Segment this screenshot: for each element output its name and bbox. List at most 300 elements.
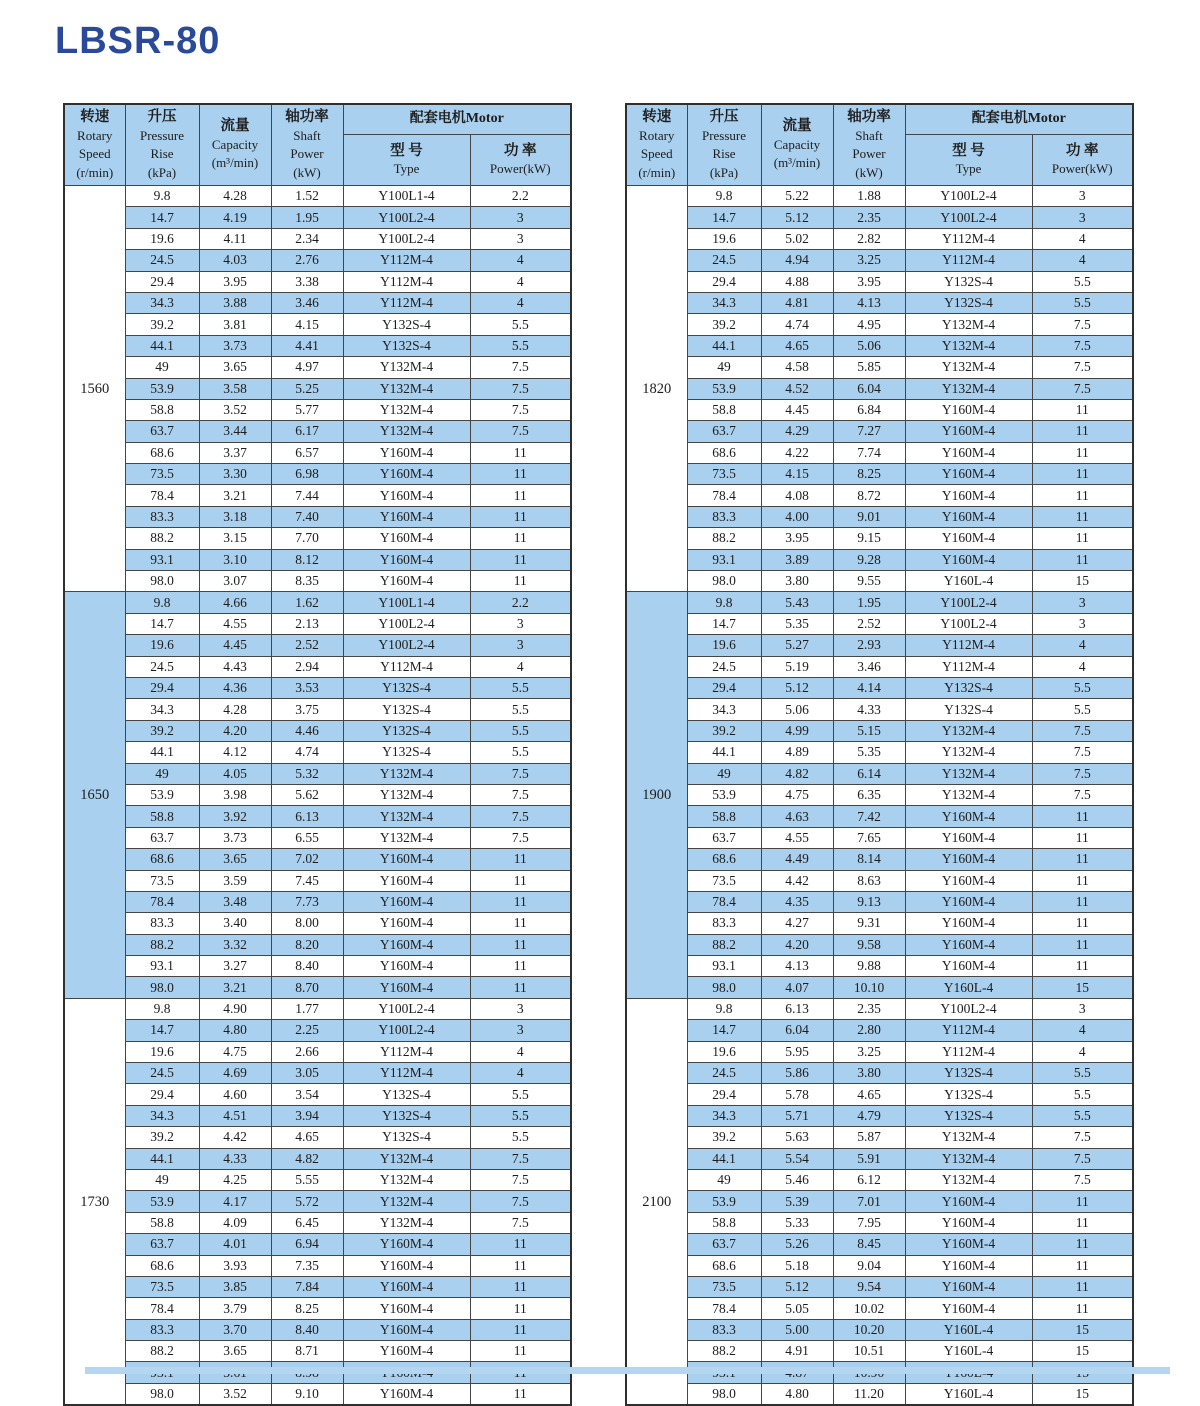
motor-type-cell: Y132M-4: [343, 1148, 470, 1169]
capacity-cell: 4.88: [761, 271, 833, 292]
capacity-cell: 3.18: [199, 506, 271, 527]
table-row: [64, 806, 571, 827]
capacity-cell: 5.12: [761, 207, 833, 228]
motor-power-cell: 11: [1032, 1298, 1133, 1319]
capacity-cell: 4.90: [199, 998, 271, 1019]
table-row: [64, 228, 571, 249]
capacity-cell: 3.15: [199, 528, 271, 549]
motor-type-cell: Y100L2-4: [343, 635, 470, 656]
capacity-cell: 4.35: [761, 891, 833, 912]
motor-type-cell: Y160L-4: [905, 977, 1032, 998]
motor-type-cell: Y132S-4: [905, 677, 1032, 698]
motor-power-cell: 5.5: [470, 742, 571, 763]
motor-type-cell: Y112M-4: [343, 1063, 470, 1084]
motor-type-cell: Y132S-4: [343, 314, 470, 335]
capacity-cell: 5.78: [761, 1084, 833, 1105]
shaft-power-cell: 2.25: [271, 1020, 343, 1041]
pressure-rise-cell: 63.7: [687, 421, 761, 442]
shaft-power-cell: 7.27: [833, 421, 905, 442]
rotary-speed-cell: 1900: [626, 592, 687, 998]
motor-type-cell: Y160M-4: [905, 549, 1032, 570]
shaft-power-cell: 4.97: [271, 357, 343, 378]
shaft-power-cell: 5.72: [271, 1191, 343, 1212]
pressure-rise-cell: 78.4: [125, 891, 199, 912]
motor-power-cell: 4: [1032, 635, 1133, 656]
pressure-rise-cell: 88.2: [687, 528, 761, 549]
capacity-cell: 5.86: [761, 1063, 833, 1084]
table-row: [626, 656, 1133, 677]
motor-type-cell: Y100L2-4: [343, 1020, 470, 1041]
table-row: [626, 635, 1133, 656]
pressure-rise-cell: 49: [125, 763, 199, 784]
pressure-rise-cell: 78.4: [125, 1298, 199, 1319]
pressure-rise-cell: 98.0: [125, 571, 199, 592]
table-row: [626, 870, 1133, 891]
motor-power-cell: 11: [470, 956, 571, 977]
pressure-rise-cell: 49: [687, 763, 761, 784]
pressure-rise-cell: 34.3: [125, 699, 199, 720]
pressure-rise-cell: 29.4: [687, 677, 761, 698]
capacity-cell: 3.65: [199, 357, 271, 378]
motor-power-cell: 11: [470, 849, 571, 870]
capacity-cell: 4.07: [761, 977, 833, 998]
table-row: [626, 549, 1133, 570]
table-row: [64, 891, 571, 912]
pressure-rise-cell: 68.6: [125, 442, 199, 463]
pressure-rise-cell: 24.5: [687, 656, 761, 677]
col-header-shaft-power: 轴功率 Shaft Power (kW): [271, 104, 343, 186]
capacity-cell: 3.81: [199, 314, 271, 335]
table-row: [64, 1255, 571, 1276]
capacity-cell: 4.49: [761, 849, 833, 870]
capacity-cell: 4.45: [761, 399, 833, 420]
shaft-power-cell: 3.38: [271, 271, 343, 292]
capacity-cell: 3.30: [199, 464, 271, 485]
shaft-power-cell: 8.45: [833, 1234, 905, 1255]
capacity-cell: 3.07: [199, 571, 271, 592]
motor-type-cell: Y132M-4: [905, 314, 1032, 335]
motor-type-cell: Y160M-4: [905, 399, 1032, 420]
shaft-power-cell: 2.35: [833, 998, 905, 1019]
motor-type-cell: Y132M-4: [905, 1148, 1032, 1169]
table-row: [626, 1063, 1133, 1084]
pressure-rise-cell: 68.6: [125, 1255, 199, 1276]
capacity-cell: 4.28: [199, 186, 271, 207]
shaft-power-cell: 7.70: [271, 528, 343, 549]
motor-type-cell: Y160M-4: [905, 1276, 1032, 1297]
pressure-rise-cell: 63.7: [687, 827, 761, 848]
table-row: [626, 613, 1133, 634]
capacity-cell: 5.43: [761, 592, 833, 613]
shaft-power-cell: 8.25: [271, 1298, 343, 1319]
motor-type-cell: Y160M-4: [905, 1212, 1032, 1233]
motor-type-cell: Y132S-4: [905, 292, 1032, 313]
motor-power-cell: 3: [470, 613, 571, 634]
shaft-power-cell: 6.04: [833, 378, 905, 399]
capacity-cell: 4.65: [761, 335, 833, 356]
shaft-power-cell: 7.01: [833, 1191, 905, 1212]
pressure-rise-cell: 9.8: [125, 592, 199, 613]
capacity-cell: 3.65: [199, 1341, 271, 1362]
col-header-capacity: 流量 Capacity (m³/min): [761, 104, 833, 186]
motor-power-cell: 4: [470, 271, 571, 292]
capacity-cell: 4.42: [761, 870, 833, 891]
motor-power-cell: 11: [470, 1298, 571, 1319]
capacity-cell: 5.33: [761, 1212, 833, 1233]
motor-type-cell: Y160M-4: [905, 827, 1032, 848]
capacity-cell: 4.91: [761, 1341, 833, 1362]
table-row: [64, 399, 571, 420]
table-row: [626, 1127, 1133, 1148]
capacity-cell: 4.55: [761, 827, 833, 848]
capacity-cell: 3.48: [199, 891, 271, 912]
motor-power-cell: 3: [1032, 186, 1133, 207]
motor-type-cell: Y112M-4: [905, 1041, 1032, 1062]
motor-type-cell: Y132M-4: [343, 399, 470, 420]
shaft-power-cell: 2.82: [833, 228, 905, 249]
col-header-pressure-rise: 升压 Pressure Rise (kPa): [687, 104, 761, 186]
motor-type-cell: Y112M-4: [343, 656, 470, 677]
shaft-power-cell: 8.25: [833, 464, 905, 485]
table-row: [626, 1298, 1133, 1319]
capacity-cell: 4.25: [199, 1169, 271, 1190]
shaft-power-cell: 3.54: [271, 1084, 343, 1105]
motor-type-cell: Y132S-4: [343, 1084, 470, 1105]
motor-power-cell: 7.5: [470, 357, 571, 378]
shaft-power-cell: 5.35: [833, 742, 905, 763]
shaft-power-cell: 3.05: [271, 1063, 343, 1084]
shaft-power-cell: 10.02: [833, 1298, 905, 1319]
pressure-rise-cell: 53.9: [687, 378, 761, 399]
table-row: [64, 250, 571, 271]
capacity-cell: 4.00: [761, 506, 833, 527]
table-row: [626, 250, 1133, 271]
shaft-power-cell: 9.13: [833, 891, 905, 912]
motor-power-cell: 5.5: [1032, 677, 1133, 698]
motor-power-cell: 4: [470, 1041, 571, 1062]
col-header-motor-power: 功 率 Power(kW): [1032, 135, 1133, 186]
motor-power-cell: 4: [1032, 1020, 1133, 1041]
motor-type-cell: Y100L2-4: [343, 998, 470, 1019]
shaft-power-cell: 4.65: [833, 1084, 905, 1105]
motor-type-cell: Y132M-4: [343, 806, 470, 827]
shaft-power-cell: 8.00: [271, 913, 343, 934]
shaft-power-cell: 2.94: [271, 656, 343, 677]
pressure-rise-cell: 44.1: [125, 335, 199, 356]
capacity-cell: 3.85: [199, 1276, 271, 1297]
pressure-rise-cell: 78.4: [125, 485, 199, 506]
shaft-power-cell: 8.35: [271, 571, 343, 592]
pressure-rise-cell: 19.6: [687, 228, 761, 249]
shaft-power-cell: 2.76: [271, 250, 343, 271]
shaft-power-cell: 6.17: [271, 421, 343, 442]
capacity-cell: 5.63: [761, 1127, 833, 1148]
shaft-power-cell: 6.84: [833, 399, 905, 420]
shaft-power-cell: 3.46: [833, 656, 905, 677]
col-header-motor-power: 功 率 Power(kW): [470, 135, 571, 186]
pressure-rise-cell: 83.3: [125, 913, 199, 934]
table-row: [64, 827, 571, 848]
motor-power-cell: 11: [470, 506, 571, 527]
motor-power-cell: 4: [470, 1063, 571, 1084]
table-row: [64, 720, 571, 741]
shaft-power-cell: 4.74: [271, 742, 343, 763]
table-row: [626, 357, 1133, 378]
table-row: [64, 956, 571, 977]
motor-power-cell: 11: [470, 1276, 571, 1297]
motor-type-cell: Y160M-4: [905, 442, 1032, 463]
pressure-rise-cell: 63.7: [125, 827, 199, 848]
table-row: [64, 1041, 571, 1062]
motor-power-cell: 11: [1032, 464, 1133, 485]
capacity-cell: 4.81: [761, 292, 833, 313]
capacity-cell: 3.79: [199, 1298, 271, 1319]
shaft-power-cell: 5.06: [833, 335, 905, 356]
motor-type-cell: Y132M-4: [343, 1191, 470, 1212]
pressure-rise-cell: 58.8: [687, 1212, 761, 1233]
pressure-rise-cell: 19.6: [687, 1041, 761, 1062]
motor-power-cell: 3: [1032, 998, 1133, 1019]
table-body: [64, 186, 571, 1406]
capacity-cell: 4.03: [199, 250, 271, 271]
motor-power-cell: 7.5: [470, 1191, 571, 1212]
motor-type-cell: Y160M-4: [905, 934, 1032, 955]
shaft-power-cell: 8.71: [271, 1341, 343, 1362]
motor-power-cell: 5.5: [1032, 271, 1133, 292]
capacity-cell: 4.63: [761, 806, 833, 827]
pressure-rise-cell: 73.5: [687, 870, 761, 891]
motor-type-cell: Y100L2-4: [343, 613, 470, 634]
motor-power-cell: 11: [1032, 549, 1133, 570]
capacity-cell: 5.46: [761, 1169, 833, 1190]
motor-power-cell: 7.5: [470, 1212, 571, 1233]
pressure-rise-cell: 73.5: [687, 1276, 761, 1297]
table-row: [626, 763, 1133, 784]
motor-type-cell: Y112M-4: [905, 250, 1032, 271]
motor-power-cell: 4: [1032, 228, 1133, 249]
shaft-power-cell: 7.44: [271, 485, 343, 506]
motor-type-cell: Y100L2-4: [905, 592, 1032, 613]
capacity-cell: 3.73: [199, 335, 271, 356]
motor-type-cell: Y100L2-4: [905, 207, 1032, 228]
pressure-rise-cell: 68.6: [125, 849, 199, 870]
shaft-power-cell: 4.82: [271, 1148, 343, 1169]
motor-power-cell: 3: [470, 635, 571, 656]
table-row: [626, 784, 1133, 805]
capacity-cell: 5.06: [761, 699, 833, 720]
table-row: [626, 977, 1133, 998]
shaft-power-cell: 4.79: [833, 1105, 905, 1126]
motor-type-cell: Y132M-4: [343, 357, 470, 378]
motor-power-cell: 11: [1032, 891, 1133, 912]
capacity-cell: 4.20: [761, 934, 833, 955]
capacity-cell: 3.59: [199, 870, 271, 891]
shaft-power-cell: 2.66: [271, 1041, 343, 1062]
table-row: [626, 827, 1133, 848]
pressure-rise-cell: 53.9: [125, 378, 199, 399]
motor-power-cell: 11: [1032, 506, 1133, 527]
capacity-cell: 5.18: [761, 1255, 833, 1276]
motor-power-cell: 7.5: [1032, 784, 1133, 805]
motor-type-cell: Y160M-4: [343, 506, 470, 527]
shaft-power-cell: 5.62: [271, 784, 343, 805]
motor-type-cell: Y160M-4: [905, 421, 1032, 442]
motor-power-cell: 5.5: [470, 335, 571, 356]
table-row: [626, 528, 1133, 549]
pressure-rise-cell: 83.3: [687, 913, 761, 934]
pressure-rise-cell: 44.1: [687, 1148, 761, 1169]
capacity-cell: 5.12: [761, 677, 833, 698]
capacity-cell: 3.44: [199, 421, 271, 442]
capacity-cell: 3.70: [199, 1319, 271, 1340]
table-row: [64, 849, 571, 870]
rotary-speed-cell: 1820: [626, 186, 687, 592]
motor-type-cell: Y160L-4: [905, 1341, 1032, 1362]
motor-type-cell: Y160M-4: [343, 528, 470, 549]
pressure-rise-cell: 14.7: [687, 1020, 761, 1041]
motor-type-cell: Y112M-4: [905, 635, 1032, 656]
capacity-cell: 4.19: [199, 207, 271, 228]
motor-type-cell: Y132M-4: [905, 378, 1032, 399]
capacity-cell: 4.28: [199, 699, 271, 720]
motor-power-cell: 11: [470, 1234, 571, 1255]
pressure-rise-cell: 88.2: [125, 934, 199, 955]
motor-power-cell: 4: [1032, 656, 1133, 677]
table-row: [64, 1127, 571, 1148]
motor-power-cell: 5.5: [1032, 1105, 1133, 1126]
capacity-cell: 4.80: [761, 1383, 833, 1405]
capacity-cell: 4.12: [199, 742, 271, 763]
shaft-power-cell: 4.14: [833, 677, 905, 698]
capacity-cell: 5.00: [761, 1319, 833, 1340]
capacity-cell: 4.11: [199, 228, 271, 249]
table-header: [64, 104, 571, 186]
col-header-rotary-speed: 转速 Rotary Speed (r/min): [626, 104, 687, 186]
motor-power-cell: 5.5: [470, 677, 571, 698]
motor-power-cell: 5.5: [1032, 292, 1133, 313]
pressure-rise-cell: 73.5: [687, 464, 761, 485]
pressure-rise-cell: 63.7: [125, 1234, 199, 1255]
motor-type-cell: Y132M-4: [905, 357, 1032, 378]
capacity-cell: 4.42: [199, 1127, 271, 1148]
motor-power-cell: 4: [470, 656, 571, 677]
capacity-cell: 6.04: [761, 1020, 833, 1041]
motor-power-cell: 7.5: [470, 806, 571, 827]
col-header-motor-type: 型 号 Type: [905, 135, 1032, 186]
motor-power-cell: 4: [1032, 250, 1133, 271]
shaft-power-cell: 7.45: [271, 870, 343, 891]
pressure-rise-cell: 83.3: [687, 1319, 761, 1340]
pressure-rise-cell: 19.6: [125, 228, 199, 249]
motor-power-cell: 7.5: [470, 827, 571, 848]
table-row: [64, 613, 571, 634]
motor-type-cell: Y132S-4: [905, 1084, 1032, 1105]
shaft-power-cell: 10.51: [833, 1341, 905, 1362]
pressure-rise-cell: 83.3: [687, 506, 761, 527]
motor-type-cell: Y132M-4: [905, 1169, 1032, 1190]
pressure-rise-cell: 53.9: [125, 1191, 199, 1212]
table-row: [64, 1063, 571, 1084]
table-row: [64, 998, 571, 1019]
table-row: [64, 784, 571, 805]
pressure-rise-cell: 73.5: [125, 464, 199, 485]
shaft-power-cell: 6.13: [271, 806, 343, 827]
table-row: [64, 378, 571, 399]
motor-power-cell: 7.5: [1032, 720, 1133, 741]
motor-power-cell: 11: [470, 1383, 571, 1405]
pressure-rise-cell: 83.3: [125, 506, 199, 527]
motor-power-cell: 5.5: [1032, 699, 1133, 720]
pressure-rise-cell: 29.4: [125, 677, 199, 698]
capacity-cell: 3.73: [199, 827, 271, 848]
motor-type-cell: Y100L2-4: [905, 998, 1032, 1019]
rotary-speed-cell: 2100: [626, 998, 687, 1405]
col-header-motor-type: 型 号 Type: [343, 135, 470, 186]
shaft-power-cell: 6.45: [271, 1212, 343, 1233]
motor-power-cell: 5.5: [470, 1127, 571, 1148]
capacity-cell: 3.58: [199, 378, 271, 399]
motor-power-cell: 11: [1032, 1234, 1133, 1255]
motor-power-cell: 11: [1032, 421, 1133, 442]
pressure-rise-cell: 44.1: [687, 335, 761, 356]
col-header-capacity: 流量 Capacity (m³/min): [199, 104, 271, 186]
motor-type-cell: Y132S-4: [905, 1063, 1032, 1084]
motor-power-cell: 2.2: [470, 186, 571, 207]
table-row: [626, 891, 1133, 912]
shaft-power-cell: 9.10: [271, 1383, 343, 1405]
motor-power-cell: 11: [470, 934, 571, 955]
pressure-rise-cell: 73.5: [125, 1276, 199, 1297]
capacity-cell: 5.05: [761, 1298, 833, 1319]
table-row: [64, 485, 571, 506]
spec-tables-container: [63, 103, 1134, 1406]
table-row: [64, 1084, 571, 1105]
shaft-power-cell: 3.53: [271, 677, 343, 698]
rotary-speed-cell: 1560: [64, 186, 125, 592]
motor-power-cell: 11: [470, 442, 571, 463]
shaft-power-cell: 4.41: [271, 335, 343, 356]
page-title: LBSR-80: [55, 20, 221, 62]
motor-power-cell: 11: [470, 870, 571, 891]
motor-type-cell: Y160M-4: [905, 485, 1032, 506]
capacity-cell: 4.29: [761, 421, 833, 442]
table-row: [626, 720, 1133, 741]
table-row: [64, 1234, 571, 1255]
pressure-rise-cell: 39.2: [125, 720, 199, 741]
capacity-cell: 4.75: [199, 1041, 271, 1062]
motor-type-cell: Y160M-4: [343, 1383, 470, 1405]
motor-type-cell: Y100L2-4: [343, 207, 470, 228]
capacity-cell: 4.55: [199, 613, 271, 634]
table-row: [626, 1255, 1133, 1276]
shaft-power-cell: 4.65: [271, 1127, 343, 1148]
table-row: [626, 292, 1133, 313]
capacity-cell: 3.52: [199, 399, 271, 420]
table-row: [64, 357, 571, 378]
motor-type-cell: Y132S-4: [905, 699, 1032, 720]
table-row: [626, 1148, 1133, 1169]
shaft-power-cell: 3.25: [833, 1041, 905, 1062]
table-row: [626, 1020, 1133, 1041]
shaft-power-cell: 3.25: [833, 250, 905, 271]
motor-type-cell: Y112M-4: [905, 656, 1032, 677]
motor-power-cell: 5.5: [1032, 1084, 1133, 1105]
shaft-power-cell: 9.01: [833, 506, 905, 527]
shaft-power-cell: 7.95: [833, 1212, 905, 1233]
table-row: [64, 592, 571, 613]
table-row: [64, 699, 571, 720]
pressure-rise-cell: 58.8: [687, 399, 761, 420]
